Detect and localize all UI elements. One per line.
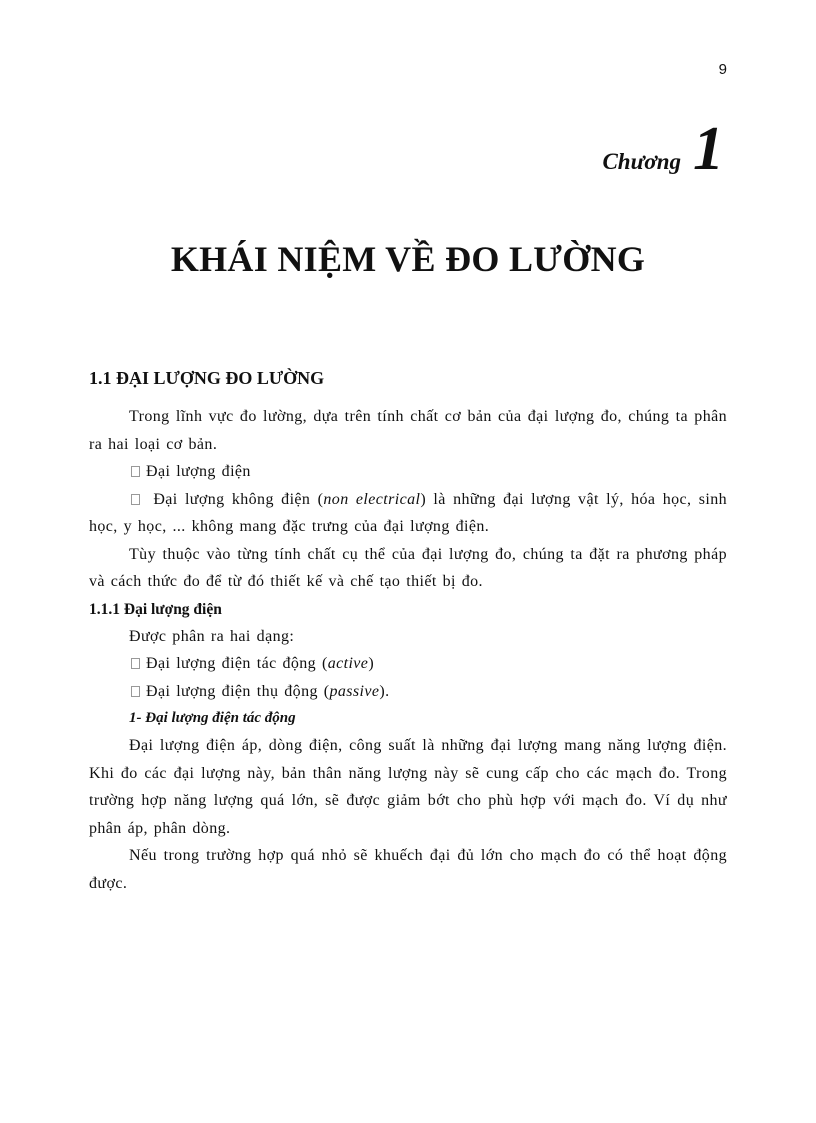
paragraph: Trong lĩnh vực đo lường, dựa trên tính chất cơ bản của đại lượng đo, chúng ta phân ra hai loại cơ bản. [89,408,727,453]
bullet-content [146,650,374,678]
bullet-text: Đại lượng điện [146,463,251,480]
section-heading-1-1: 1.1 ĐẠI LƯỢNG ĐO LƯỜNG [89,368,325,388]
page-number: 9 [718,61,727,78]
chapter-label [602,115,724,183]
bullet-box-icon [131,686,140,697]
bullet-text-pre: Đại lượng không điện ( [153,490,324,508]
bullet-box-icon [131,466,140,477]
bullet-item [89,458,727,486]
chapter-number: 1 [693,115,724,183]
body-text [89,365,727,897]
bullet-text-post: ). [379,682,390,700]
paragraph: Nếu trong trường hợp quá nhỏ sẽ khuếch đại đủ lớn cho mạch đo có thể hoạt động được. [89,847,727,892]
bullet-text-italic: active [327,655,369,672]
paragraph: Đại lượng điện áp, dòng điện, công suất là những đại lượng mang năng lượng điện. Khi đo các đại lượng này, bản thân năng lượng này sẽ cung cấp cho các mạch đo. Trong trường hợp năng lượng quá lớn, sẽ được giảm bớt cho phù hợp với mạch đo. Ví dụ như phân áp, phân dòng. [89,737,727,837]
sub-heading: 1- Đại lượng điện tác động [129,710,296,726]
chapter-word: Chương [602,149,681,174]
bullet-item [89,650,727,678]
bullet-box-icon [131,494,140,505]
bullet-item [89,486,727,541]
bullet-text-post: ) là những đại lượng vật lý, hóa học, sinh học, y học, ... không mang đặc trưng của đại lượng điện. [89,490,728,535]
bullet-text-pre: Đại lượng điện tác động ( [146,655,328,672]
paragraph: Tùy thuộc vào từng tính chất cụ thể của đại lượng đo, chúng ta đặt ra phương pháp và cách thức đo để từ đó thiết kế và chế tạo thiết bị đo. [89,545,727,590]
bullet-text-italic: passive [329,682,380,700]
bullet-text-pre: Đại lượng điện thụ động ( [146,682,330,700]
bullet-box-icon [131,658,140,669]
bullet-text-post: ) [368,655,375,672]
section-heading-1-1-1: 1.1.1 Đại lượng điện [89,600,222,618]
paragraph: Được phân ra hai dạng: [129,627,295,645]
bullet-content [146,678,390,706]
chapter-title: KHÁI NIỆM VỀ ĐO LƯỜNG [170,239,646,279]
bullet-item [89,678,727,706]
bullet-text-italic: non electrical [323,490,421,508]
